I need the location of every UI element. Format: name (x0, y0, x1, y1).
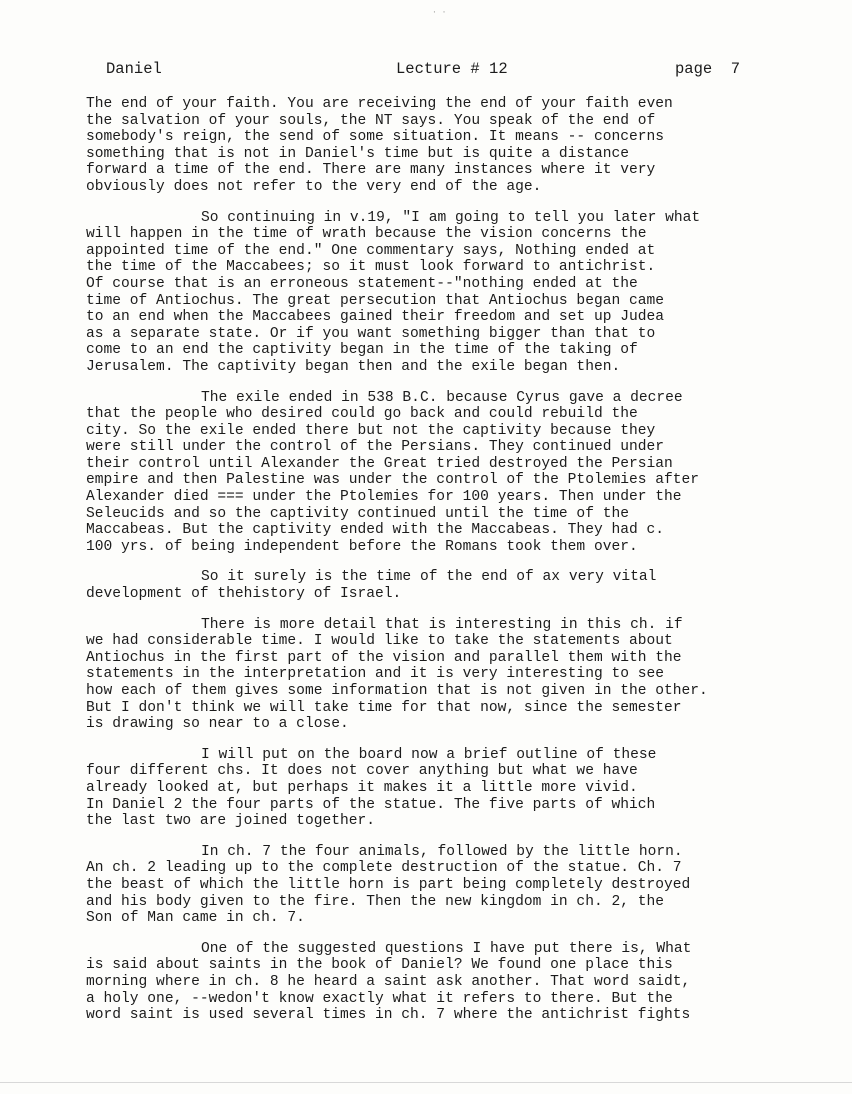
paragraph-8: One of the suggested questions I have put there is, What is said about saints in the book of Daniel? We found one place this morning where in ch. 8 he heard a saint ask another. That word saidt, a holy one, --wedon't know exactly what it refers to there. But the word saint is used several times in ch. 7 where the antichrist fights (86, 940, 692, 1024)
paragraph-1: The end of your faith. You are receiving the end of your faith even the salvation of your souls, the NT says. You speak of the end of somebody's reign, the send of some situation. It means -- concerns something that is not in Daniel's time but is quite a distance forward a time of the end. There are many instances where it very obviously does not refer to the very end of the age. (86, 96, 673, 195)
scan-mark: · · (432, 8, 447, 17)
paragraph-6: I will put on the board now a brief outline of these four different chs. It does not cover anything but what we have already looked at, but perhaps it makes it a little more vivid. In Daniel 2 the four parts of the statue. The five parts of which the last two are joined together. (86, 746, 657, 830)
paragraph-3: The exile ended in 538 B.C. because Cyrus gave a decree that the people who desired could go back and could rebuild the city. So the exile ended there but not the captivity because they were still under the control of the Persians. They continued under their control until Alexander the Great tried destroyed the Persian empire and then Palestine was under the control of the Ptolemies after Alexander died === under the Ptolemies for 100 years. Then under the Seleucids and so the captivity continued until the time of the Maccabeas. But the captivity ended with the Maccabeas. They had c. 100 yrs. of being independent before the Romans took them over. (86, 389, 700, 555)
page-edge-line (0, 1082, 852, 1083)
paragraph-5: There is more detail that is interesting in this ch. if we had considerable time. I would like to take the statements about Antiochus in the first part of the vision and parallel them with the statements in the interpretation and it is very interesting to see how each of them gives some information that is not given in the other. But I don't think we will take time for that now, since the semester is drawing so near to a close. (86, 616, 708, 733)
paragraph-7: In ch. 7 the four animals, followed by the little horn. An ch. 2 leading up to the complete destruction of the statue. Ch. 7 the beast of which the little horn is part being completely destroyed and his body given to the fire. Then the new kingdom in ch. 2, the Son of Man came in ch. 7. (86, 843, 691, 927)
page-header (0, 60, 852, 84)
document-body (86, 96, 821, 1038)
paragraph-2: So continuing in v.19, "I am going to tell you later what will happen in the time of wrath because the vision concerns the appointed time of the end." One commentary says, Nothing ended at the time of the Maccabees; so it must look forward to antichrist. Of course that is an erroneous statement--"nothing ended at the time of Antiochus. The great persecution that Antiochus began came to an end when the Maccabees gained their freedom and set up Judea as a separate state. Or if you want something bigger than that to come to an end the captivity began in the time of the taking of Jerusalem. The captivity began then and the exile began then. (86, 209, 701, 375)
paragraph-4: So it surely is the time of the end of ax very vital development of thehistory of Israel. (86, 569, 657, 603)
header-lecture-number: Lecture # 12 (396, 60, 508, 78)
header-page-number: page 7 (675, 60, 741, 78)
header-book-title: Daniel (106, 60, 162, 78)
